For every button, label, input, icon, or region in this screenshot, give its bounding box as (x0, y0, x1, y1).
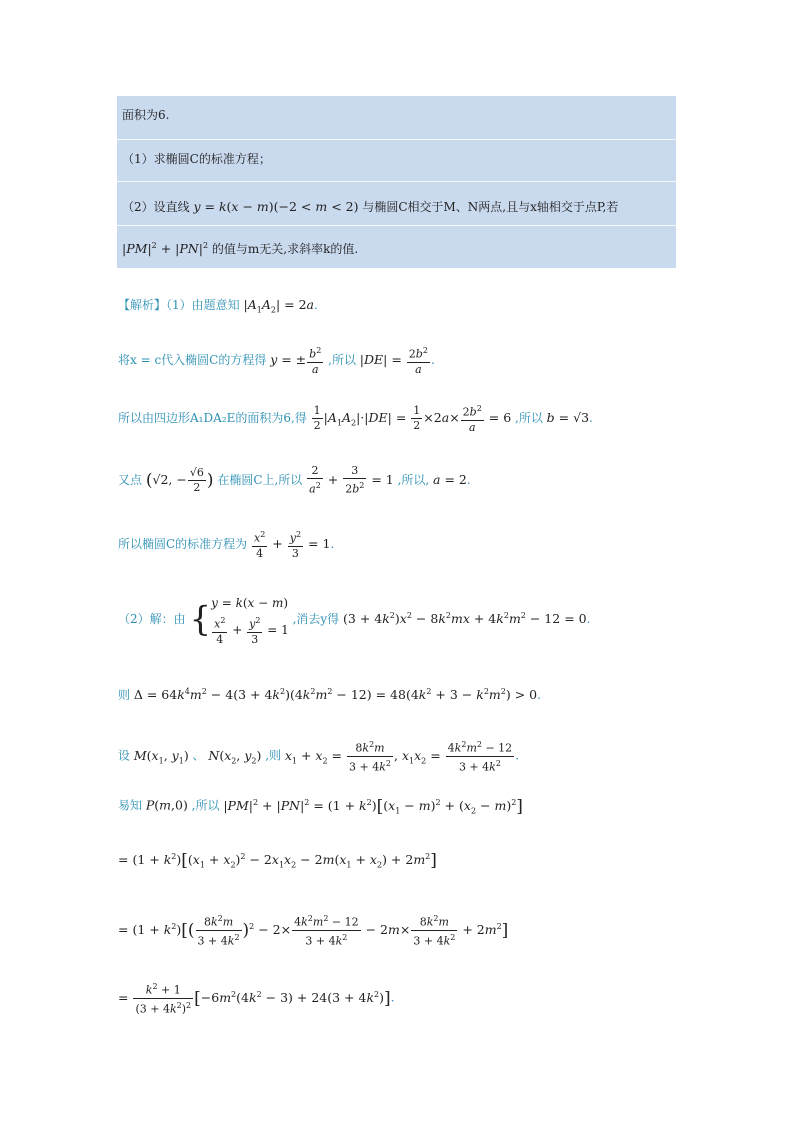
divider (117, 225, 676, 226)
solution-line-2: 将x = c代入椭圆C的方程得 y = ± $\frac{b^2}{a}$ ,所以 |DE| = $\frac{2b^2}{a}$ . (118, 346, 435, 376)
problem-part-2: （2）设直线 y = k(x − m)(−2 < m < 2) 与椭圆C相交于M、N两点,且与x轴相交于点P,若 (122, 199, 619, 214)
solution-line-10: = $(1 + k^2)[(x_1 + x_2)^2 - 2x_1x_2 - 2m(x_1 + x_2) + 2m^2]$ (118, 850, 437, 870)
solution-line-12: = $\frac{k^2 + 1}{(3 + 4k^2)^2}$ $[-6m^2(4k^2 - 3) + 24(3 + 4k^2)]$. (118, 982, 395, 1016)
solution-line-8: 设 $M(x_1$, $y_1$) 、 $N(x_2$, $y_2$) ,则 $x_1 + x_2$ = $\frac{8k^2m}{3 + 4k^2}$ , $x_1x_2$ = $\frac{4k^2m^2 - 12}{3 + 4k^2}$ . (118, 740, 520, 774)
solution-line-7: 则 $\Delta = 64k^4m^2 - 4(3 + 4k^2)(4k^2m^2 - 12) = 48(4k^2 + 3 - k^2m^2) > 0$. (118, 686, 541, 702)
solution-line-11: = $(1 + k^2)$[( $\frac{8k^2m}{3 + 4k^2}$ )$^2$ − 2× $\frac{4k^2m^2 - 12}{3 + 4k^2}$ − 2m× $\frac{8k^2m}{3 + 4k^2}$ + $2m^2$] (118, 914, 509, 948)
problem-part-2-line-2: $|PM|^2 + |PN|^2$ 的值与m无关,求斜率k的值. (122, 240, 359, 256)
solution-line-3: 所以由四边形A₁DA₂E的面积为6,得 $\frac{1}{2}$ $|A_1A_2|\cdot|DE|$ = $\frac{1}{2}$ ×2a× $\frac{2b^2}{a}$ = 6 ,所以 b = √3. (118, 403, 593, 434)
problem-line-1: 面积为6. (122, 108, 170, 122)
divider (117, 139, 676, 140)
solution-line-4: 又点 (√2, − $\frac{√6}{2}$ ) 在椭圆C上,所以 $\frac{2}{a^2}$ + $\frac{3}{2b^2}$ = 1 ,所以, a = 2. (118, 464, 471, 496)
solution-line-1: 【解析】（1）由题意知 $|A_1A_2| = 2a$. (118, 297, 318, 315)
solution-line-9: 易知 P(m,0) ,所以 $|PM|^2 + |PN|^2 = (1 + k^2)[(x_1 - m)^2 + (x_2 - m)^2]$ (118, 796, 523, 816)
solution-line-5: 所以椭圆C的标准方程为 $\frac{x^2}{4}$ + $\frac{y^2}{3}$ = 1. (118, 530, 335, 560)
solution-line-6: （2）解：由 {y = k(x − m) $\frac{x^2}{4}$ + $\frac{y^2}{3}$ = 1 ,消去y得 $(3 + 4k^2)x^2 - 8k^2mx + 4k^2m^2 - 12 = 0$. (118, 596, 591, 646)
problem-part-1: （1）求椭圆C的标准方程； (122, 152, 271, 166)
divider (117, 181, 676, 182)
